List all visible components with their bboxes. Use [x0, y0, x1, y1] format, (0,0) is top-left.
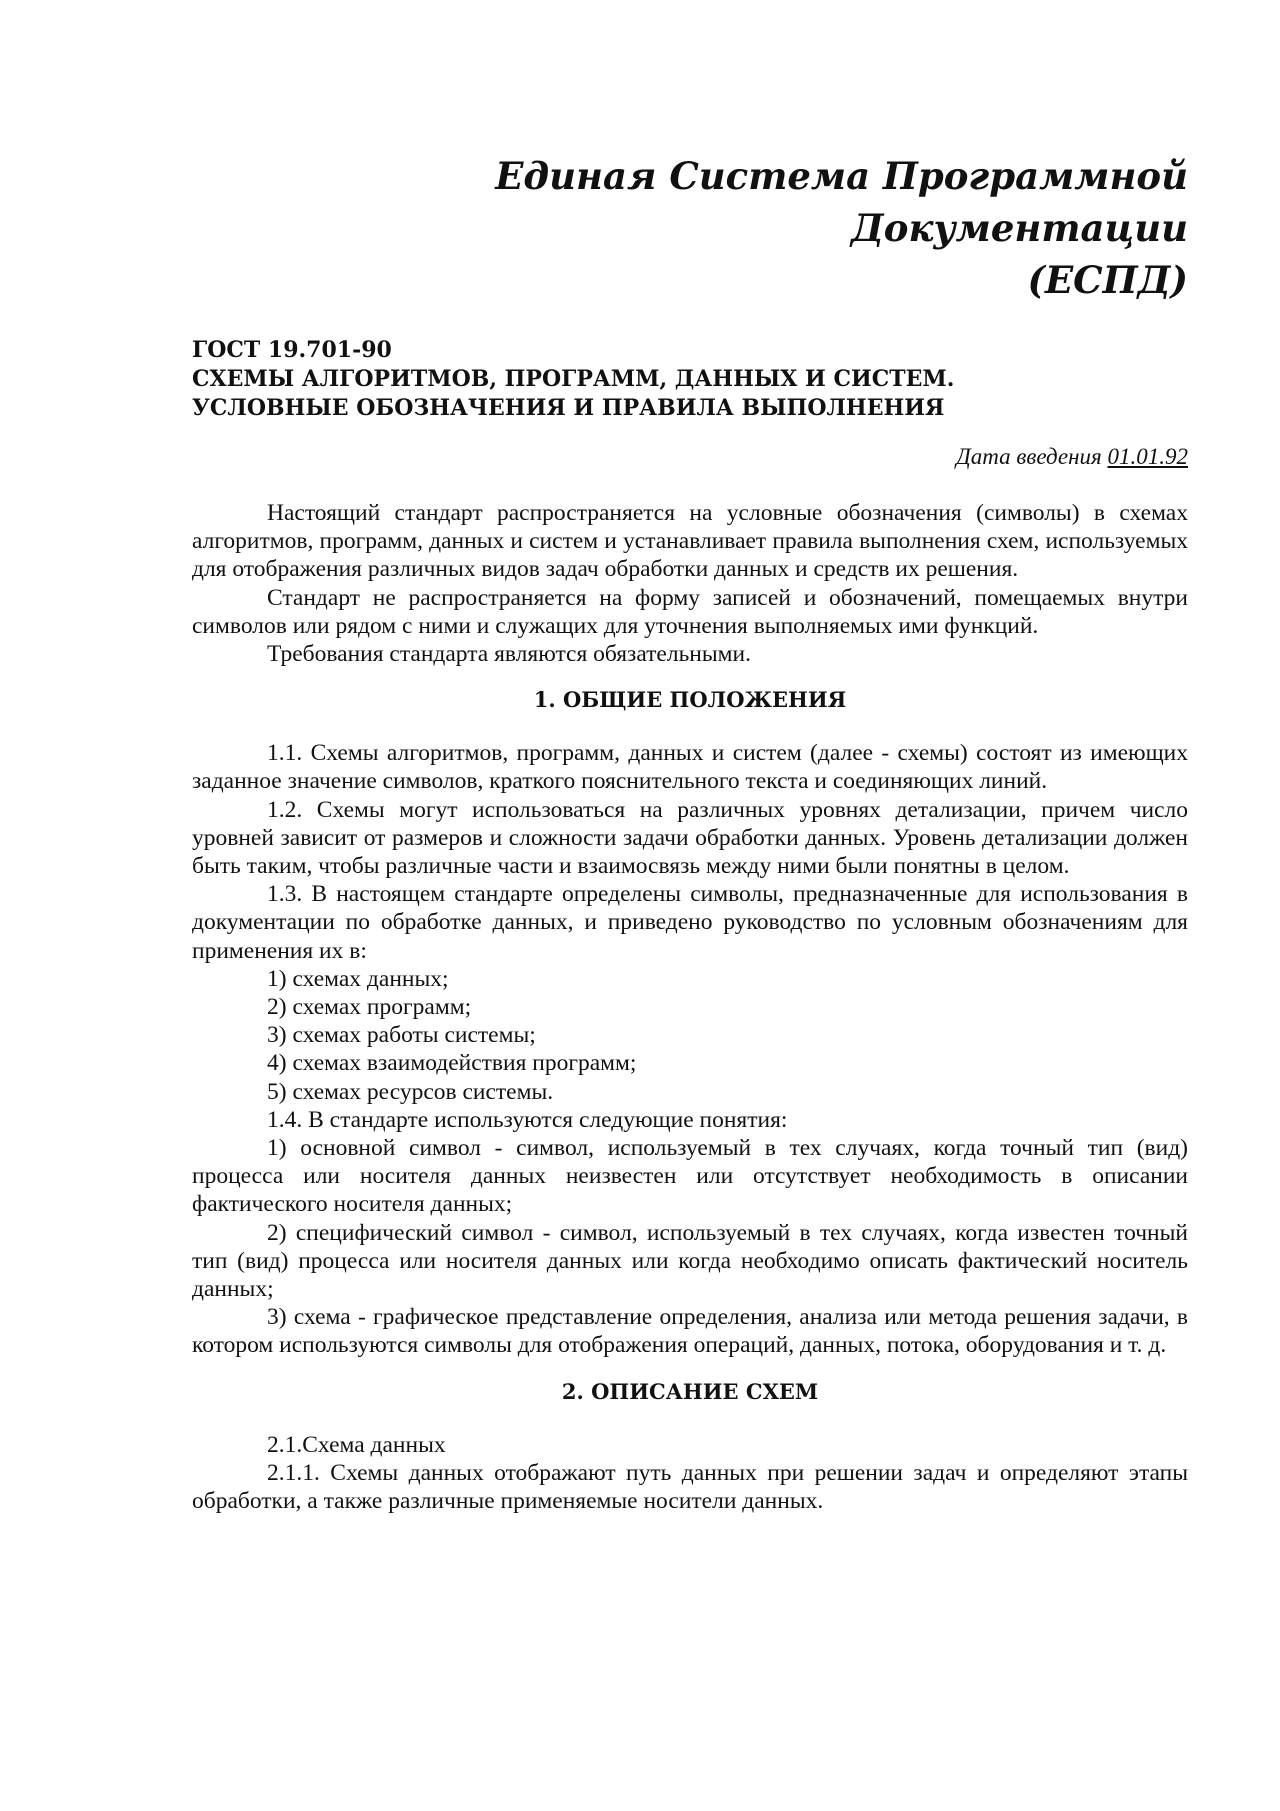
- title-line-2: (ЕСПД): [1027, 258, 1188, 302]
- definition-paragraph: 3) схема - графическое представление определения, анализа или метода решения задачи, в котором используются символы для отображения операций, данных, потока, оборудования и т. д.: [192, 1304, 1188, 1359]
- date-value: 01.01.92: [1107, 444, 1188, 469]
- paragraph-1-3: 1.3. В настоящем стандарте определены символы, предназначенные для использования в документации по обработке данных, и приведено руководство по условным обозначениям для применения их в:: [192, 881, 1188, 964]
- paragraph-1-2: 1.2. Схемы могут использоваться на различных уровнях детализации, причем число уровней зависит от размеров и сложности задачи обработки данных. Уровень детализации должен быть таким, чтобы различные части и взаимосвязь между ними были понятны в целом.: [192, 796, 1188, 880]
- introduction-date: [192, 443, 1188, 471]
- list-item: 1) схемах данных;: [267, 965, 449, 992]
- intro-paragraph: Стандарт не распространяется на форму записей и обозначений, помещаемых внутри символов или рядом с ними и служащих для уточнения выполняемых ими функций.: [192, 584, 1188, 639]
- gost-number: ГОСТ 19.701-90: [192, 337, 392, 363]
- definition-paragraph: 2) специфический символ - символ, используемый в тех случаях, когда известен точный тип (вид) процесса или носителя данных или когда необходимо описать фактический носитель данных;: [192, 1219, 1188, 1303]
- document-title: [192, 150, 1188, 306]
- section-1-heading: 1. ОБЩИЕ ПОЛОЖЕНИЯ: [533, 687, 847, 713]
- paragraph-1-1: 1.1. Схемы алгоритмов, программ, данных и систем (далее - схемы) состоят из имеющих заданное значение символов, краткого пояснительного текста и соединяющих линий.: [192, 740, 1188, 795]
- document-page: [192, 0, 1188, 1811]
- intro-paragraph: Настоящий стандарт распространяется на условные обозначения (символы) в схемах алгоритмов, программ, данных и систем и устанавливает правила выполнения схем, используемых для отображения различных видов задач обработки данных и средств их решения.: [192, 500, 1188, 583]
- gost-title-line-1: СХЕМЫ АЛГОРИТМОВ, ПРОГРАММ, ДАННЫХ И СИСТЕМ.: [192, 366, 955, 392]
- intro-paragraph: Требования стандарта являются обязательными.: [267, 641, 751, 668]
- title-line-1: Единая Система Программной Документации: [495, 154, 1188, 250]
- paragraph-2-1: 2.1.Схема данных: [267, 1431, 446, 1458]
- list-item: 3) схемах работы системы;: [267, 1022, 536, 1049]
- definition-paragraph: 1) основной символ - символ, используемый в тех случаях, когда точный тип (вид) процесса или носителя данных неизвестен или отсутствует необходимость в описании фактического носителя данных;: [192, 1135, 1188, 1218]
- paragraph-2-1-1: 2.1.1. Схемы данных отображают путь данных при решении задач и определяют этапы обработки, а также различные применяемые носители данных.: [192, 1459, 1188, 1515]
- gost-title-line-2: УСЛОВНЫЕ ОБОЗНАЧЕНИЯ И ПРАВИЛА ВЫПОЛНЕНИЯ: [192, 395, 945, 421]
- paragraph-1-4: 1.4. В стандарте используются следующие понятия:: [267, 1106, 788, 1133]
- document-body: [192, 499, 1188, 1515]
- list-item: 2) схемах программ;: [267, 994, 472, 1021]
- date-label: Дата введения: [956, 444, 1108, 469]
- gost-header: [192, 336, 1188, 423]
- list-item: 4) схемах взаимодействия программ;: [267, 1050, 637, 1077]
- section-2-heading: 2. ОПИСАНИЕ СХЕМ: [561, 1378, 819, 1404]
- list-item: 5) схемах ресурсов системы.: [267, 1078, 554, 1105]
